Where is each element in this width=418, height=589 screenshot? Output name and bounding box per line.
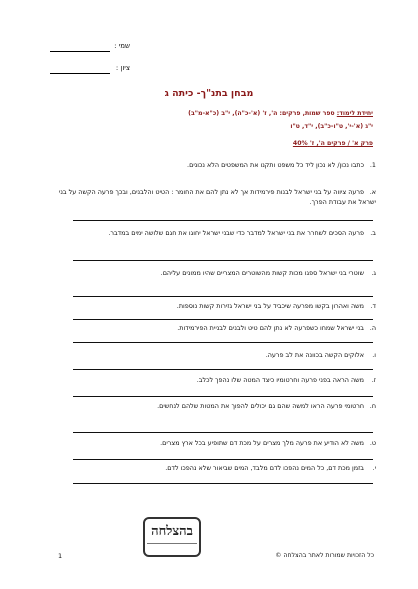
question-letter: ד. — [370, 302, 376, 310]
question-text: בזמן מכת דם, כל המים נהפכו לדם מלבד, המים שביאור שלא נהפכו לדם. — [165, 464, 364, 472]
answer-line[interactable] — [73, 296, 373, 297]
page-number: 1 — [58, 552, 63, 560]
question-item — [56, 401, 376, 411]
question-letter: ג. — [371, 269, 376, 277]
name-line[interactable] — [50, 51, 110, 52]
logo-underline — [147, 543, 197, 547]
answer-line[interactable] — [73, 483, 373, 484]
question-text: חרטומי פרעה הראו למשה שהם גם יכולים להפוך את המטות שלהם לנחשים. — [157, 402, 364, 410]
answer-line[interactable] — [73, 369, 373, 370]
question-item — [56, 187, 376, 207]
answer-line[interactable] — [73, 396, 373, 397]
grade-line[interactable] — [50, 73, 110, 74]
question-letter: ז. — [371, 376, 376, 384]
question-text: משה ואהרון בקשו מפרעה שיכביד על בני ישראל גזירות קשות נוספות. — [176, 302, 364, 310]
question-text: אלוקים הקשה בכוונה את לב פרעה. — [265, 351, 364, 359]
unit-line — [43, 110, 373, 117]
question-item — [56, 463, 376, 473]
question-text: כתבו נכון/ לא נכון ליד כל משפט ותקנו את המשפטים הלא נכונים. — [187, 161, 364, 169]
question-item — [56, 323, 376, 333]
answer-line[interactable] — [73, 260, 373, 261]
answer-line[interactable] — [73, 342, 373, 343]
chapter-percent: 40% — [292, 140, 308, 147]
answer-line[interactable] — [73, 459, 373, 460]
question-item — [56, 301, 376, 311]
question-item — [56, 375, 376, 385]
question-item — [56, 438, 376, 448]
question-item — [56, 268, 376, 278]
question-letter: ו. — [372, 351, 376, 359]
question-letter: א. — [369, 188, 376, 196]
answer-line[interactable] — [73, 432, 373, 433]
question-letter: ח. — [369, 402, 376, 410]
name-label: שמי : — [114, 42, 130, 50]
question-text: בני ישראל שמחו כשפרעה לא נתן להם טיט ולבנים לבניית הפירמידות. — [177, 324, 364, 332]
chapter-label: פרק א' / פרקים ה', ז' — [309, 140, 373, 147]
logo — [143, 517, 201, 557]
question-number: 1. — [369, 161, 376, 169]
question-text: פרעה ציווה על בני ישראל לבנות פירמידות אך לא נתן להם את החומר : הטיט והלבנים, ובכך פרעה הקשה על בני ישראל את עבודת הפרך. — [58, 188, 376, 206]
exam-title: מבחן בתנ"ך- כיתה ג — [164, 88, 254, 99]
question-letter: ב. — [370, 229, 376, 237]
question-text: פרעה הסכים לשחרר את בני ישראל למדבר כדי שבני ישראל יחוגו את חגם שלושה ימים במדבר. — [108, 229, 364, 237]
answer-line[interactable] — [73, 319, 373, 320]
question-item — [56, 350, 376, 360]
unit-prefix: יחידת לימוד: — [336, 110, 373, 117]
question-item — [56, 228, 376, 238]
question-letter: ט. — [369, 439, 376, 447]
chapter-heading — [293, 140, 373, 147]
question-intro — [56, 160, 376, 170]
question-letter: ה. — [369, 324, 376, 332]
question-text: משה הראה בפני פרעה וחרטומיו כיצד המטה שלו נהפך לכלב. — [196, 376, 364, 384]
unit-text: ספר שמות, פרקים: ה', ז' (א'-כ"ה), י"ב (כ"א-מ"ב) — [188, 110, 335, 117]
logo-text: בהצלחה — [151, 524, 193, 539]
answer-line[interactable] — [73, 220, 373, 221]
copyright-text: כל הזכויות שמורות לאתר בהצלחה © — [275, 552, 374, 559]
question-text: שוטרי בני ישראל ספגו מכות קשות מהשוטרים המצריים שהיו ממונים עליהם. — [160, 269, 364, 277]
question-letter: י. — [372, 464, 376, 472]
unit-line-2: י"ג (א'-י', ט"ו-כ"ב), י"ד, ט"ו — [290, 123, 373, 130]
grade-label: ציון : — [115, 64, 130, 72]
question-text: משה לא הודיע את פרעה מלך מצרים על מכת דם שתופיע בכל ארץ מצרים. — [160, 439, 364, 447]
